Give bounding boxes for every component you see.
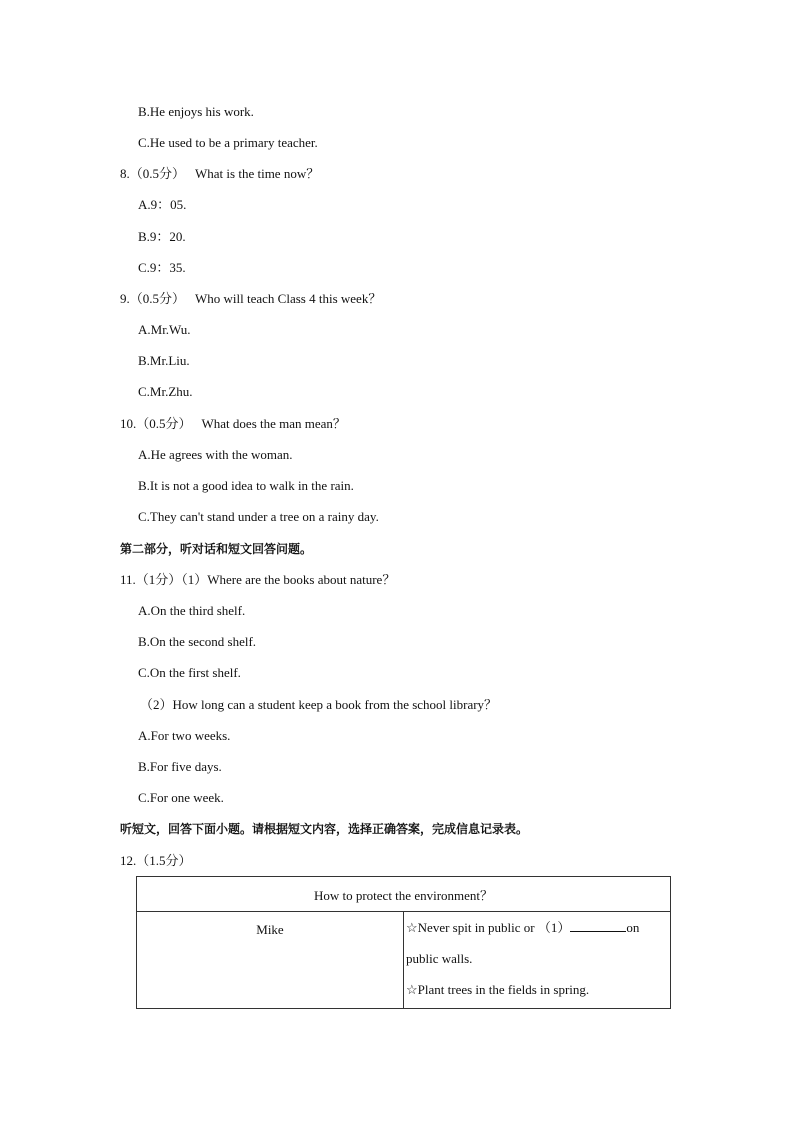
person-name: Mike <box>137 912 404 1009</box>
question-number: 9.（0.5分） <box>120 291 186 306</box>
question-text: Who will teach Class 4 this week？ <box>195 291 382 306</box>
q9-option-c: C.Mr.Zhu. <box>138 384 193 399</box>
q11-1-option-b: B.On the second shelf. <box>138 634 257 649</box>
q8-option-a: A.9：05. <box>138 197 187 212</box>
table-header-row <box>137 877 671 912</box>
q9-option-a: A.Mr.Wu. <box>138 322 191 337</box>
question-text: What is the time now？ <box>195 166 320 181</box>
q9-option-b: B.Mr.Liu. <box>138 353 190 368</box>
q10-option-c: C.They can't stand under a tree on a rainy day. <box>138 509 379 524</box>
q7-option-b: B.He enjoys his work. <box>138 104 254 119</box>
q10-option-b: B.It is not a good idea to walk in the rain. <box>138 478 354 493</box>
question-12: 12.（1.5分） <box>120 853 192 868</box>
question-9 <box>120 291 381 307</box>
q7-option-c: C.He used to be a primary teacher. <box>138 135 318 150</box>
question-number: 10.（0.5分） <box>120 416 192 431</box>
answer-blank[interactable] <box>570 919 626 932</box>
passage-heading: 听短文，回答下面小题。请根据短文内容，选择正确答案，完成信息记录表。 <box>120 822 529 836</box>
tip-1-continued: public walls. <box>406 951 473 966</box>
q11-1-option-c: C.On the first shelf. <box>138 665 241 680</box>
table-title: How to protect the environment？ <box>137 877 671 912</box>
question-8 <box>120 166 319 182</box>
tip-2: ☆Plant trees in the fields in spring. <box>406 982 590 997</box>
part2-heading: 第二部分，听对话和短文回答问题。 <box>120 542 313 556</box>
question-11: 11.（1分）（1）Where are the books about nature？ <box>120 572 396 587</box>
tip-1-end: on <box>626 920 640 935</box>
question-text: What does the man mean？ <box>201 416 346 431</box>
tips-cell <box>404 912 671 1009</box>
q10-option-a: A.He agrees with the woman. <box>138 447 293 462</box>
question-10 <box>120 416 346 432</box>
info-record-table <box>136 876 671 1009</box>
tip-1 <box>406 912 668 943</box>
q8-option-c: C.9：35. <box>138 260 186 275</box>
question-number: 8.（0.5分） <box>120 166 186 181</box>
tip-1-text: ☆Never spit in public or （1） <box>406 920 571 935</box>
q11-2-option-b: B.For five days. <box>138 759 222 774</box>
table-row <box>137 912 671 1009</box>
q8-option-b: B.9：20. <box>138 229 186 244</box>
q11-2-option-c: C.For one week. <box>138 790 224 805</box>
q11-2-option-a: A.For two weeks. <box>138 728 231 743</box>
q11-1-option-a: A.On the third shelf. <box>138 603 246 618</box>
question-11-2: （2）How long can a student keep a book from the school library？ <box>140 697 498 712</box>
